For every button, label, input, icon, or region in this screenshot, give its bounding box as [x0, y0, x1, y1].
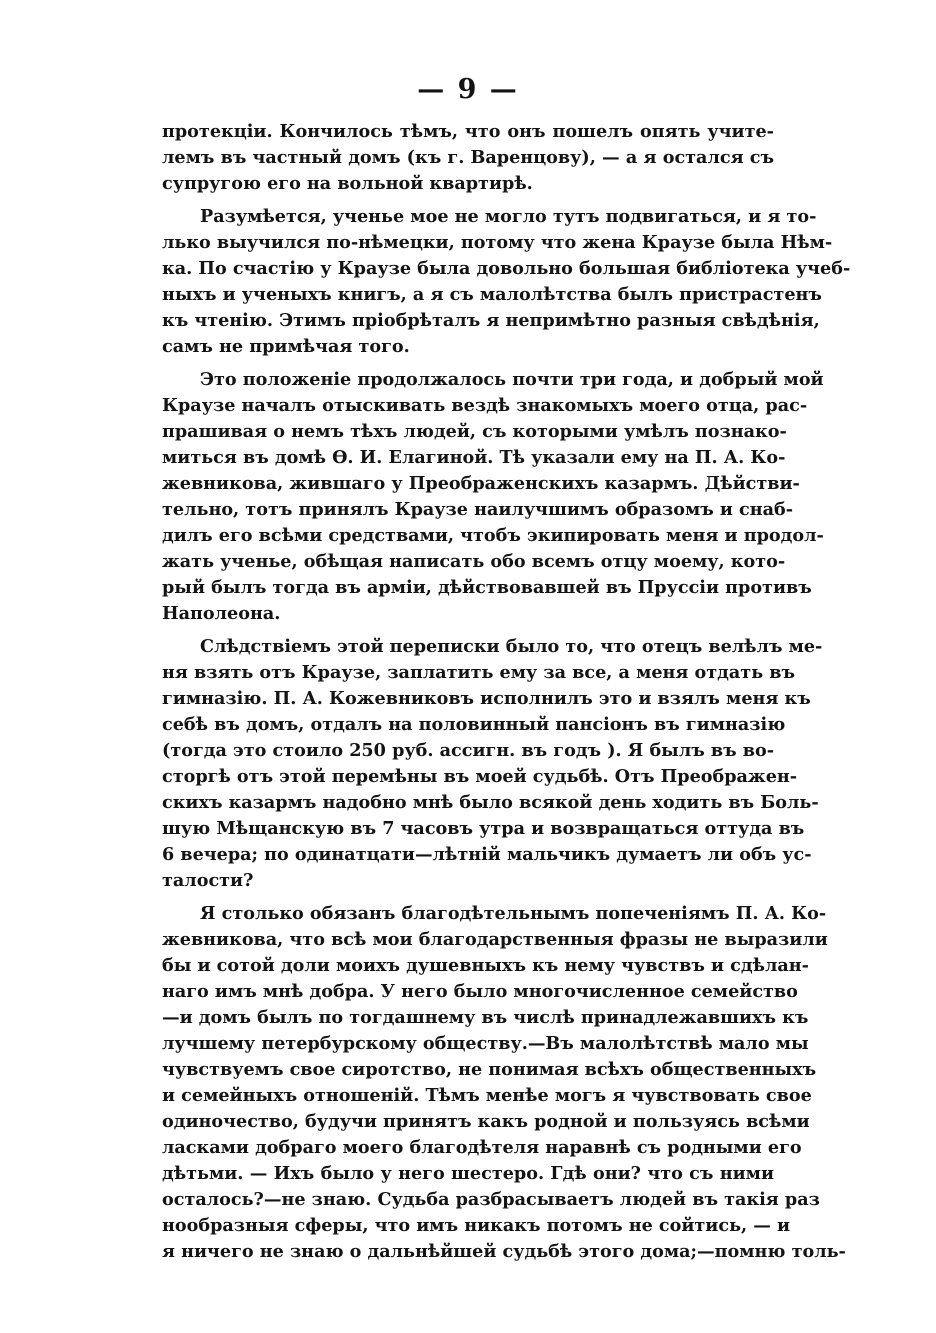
text-line: супругою его на вольной квартирѣ.: [162, 173, 533, 194]
text-line: лучшему петербурскому обществу.—Въ малолѣтствѣ мало мы: [162, 1033, 809, 1054]
text-line: протекціи. Кончилось тѣмъ, что онъ пошелъ опять учите-: [162, 121, 774, 142]
text-line: нообразныя сферы, что имъ никакъ потомъ не сойтись, — и: [162, 1215, 791, 1236]
text-line: —и домъ былъ по тогдашнему въ числѣ принадлежавшихъ къ: [162, 1007, 809, 1028]
text-line: Я столько обязанъ благодѣтельнымъ попеченіямъ П. А. Ко-: [200, 903, 827, 924]
text-line: талости?: [162, 870, 254, 891]
text-line: наго имъ мнѣ добра. У него было многочисленное семейство: [162, 981, 798, 1002]
text-line: бы и сотой доли моихъ душевныхъ къ нему чувствъ и сдѣлан-: [162, 955, 809, 976]
paragraph-1: [162, 119, 774, 197]
text-line: скихъ казармъ надобно мнѣ было всякой день ходить въ Боль-: [162, 792, 819, 813]
text-line: ласками добраго моего благодѣтеля наравнѣ съ родными его: [162, 1137, 802, 1158]
text-line: самъ не примѣчая того.: [162, 336, 410, 357]
text-line: и семейныхъ отношеній. Тѣмъ менѣе могъ я чувствовать свое: [162, 1085, 812, 1106]
text-line: лемъ въ частный домъ (къ г. Варенцову), — а я остался съ: [162, 147, 774, 168]
paragraph-3: [162, 367, 824, 627]
text-line: чувствуемъ свое сиротство, не понимая всѣхъ общественныхъ: [162, 1059, 817, 1080]
page-number: — 9 —: [417, 74, 519, 105]
text-line: дѣтьми. — Ихъ было у него шестеро. Гдѣ они? что съ ними: [162, 1163, 774, 1184]
body-text: [162, 119, 851, 1272]
text-line: ныхъ и ученыхъ книгъ, а я съ малолѣтства былъ пристрастенъ: [162, 284, 822, 305]
text-line: лько выучился по-нѣмецки, потому что жена Краузе была Нѣм-: [162, 232, 833, 253]
text-line: 6 вечера; по одинатцати—лѣтній мальчикъ думаетъ ли объ ус-: [162, 844, 812, 865]
text-line: себѣ въ домъ, отдалъ на половинный пансіонъ въ гимназію: [162, 714, 786, 735]
text-line: Наполеона.: [162, 603, 281, 624]
text-line: Это положеніе продолжалось почти три года, и добрый мой: [200, 369, 824, 390]
text-line: ня взять отъ Краузе, заплатить ему за все, а меня отдать въ: [162, 662, 795, 683]
text-line: жевникова, жившаго у Преображенскихъ казармъ. Дѣйстви-: [162, 473, 800, 494]
text-line: рый былъ тогда въ арміи, дѣйствовавшей въ Пруссіи противъ: [162, 577, 812, 598]
text-line: Краузе началъ отыскивать вездѣ знакомыхъ моего отца, рас-: [162, 395, 808, 416]
paragraph-2: [162, 204, 851, 360]
text-line: къ чтенію. Этимъ пріобрѣталъ я непримѣтно разныя свѣдѣнія,: [162, 310, 820, 331]
text-line: ка. По счастію у Краузе была довольно большая библіотека учеб-: [162, 258, 851, 279]
paragraph-4: [162, 634, 823, 894]
text-line: Разумѣется, ученье мое не могло тутъ подвигаться, и я то-: [200, 206, 817, 227]
text-line: жевникова, что всѣ мои благодарственныя фразы не выразили: [162, 929, 828, 950]
text-line: (тогда это стоило 250 руб. ассигн. въ годъ ). Я былъ въ во-: [162, 740, 774, 761]
text-line: одиночество, будучи принятъ какъ родной и пользуясь всѣми: [162, 1111, 810, 1132]
text-line: дилъ его всѣми средствами, чтобъ экипировать меня и продол-: [162, 525, 824, 546]
paragraph-5: [162, 901, 846, 1265]
text-line: осталось?—не знаю. Судьба разбрасываетъ людей въ такія раз: [162, 1189, 820, 1210]
text-line: Слѣдствіемъ этой переписки было то, что отецъ велѣлъ ме-: [200, 636, 823, 657]
text-line: жать ученье, обѣщая написать обо всемъ отцу моему, кото-: [162, 551, 786, 572]
text-line: прашивая о немъ тѣхъ людей, съ которыми умѣлъ познако-: [162, 421, 787, 442]
text-line: гимназію. П. А. Кожевниковъ исполнилъ это и взялъ меня къ: [162, 688, 811, 709]
text-line: тельно, тотъ принялъ Краузе наилучшимъ образомъ и снаб-: [162, 499, 794, 520]
text-line: я ничего не знаю о дальнѣйшей судьбѣ этого дома;—помню толь-: [162, 1241, 846, 1262]
text-line: сторгѣ отъ этой перемѣны въ моей судьбѣ. Отъ Преображен-: [162, 766, 798, 787]
text-line: миться въ домѣ Ѳ. И. Елагиной. Тѣ указали ему на П. А. Ко-: [162, 447, 786, 468]
text-line: шую Мѣщанскую въ 7 часовъ утра и возвращаться оттуда въ: [162, 818, 805, 839]
